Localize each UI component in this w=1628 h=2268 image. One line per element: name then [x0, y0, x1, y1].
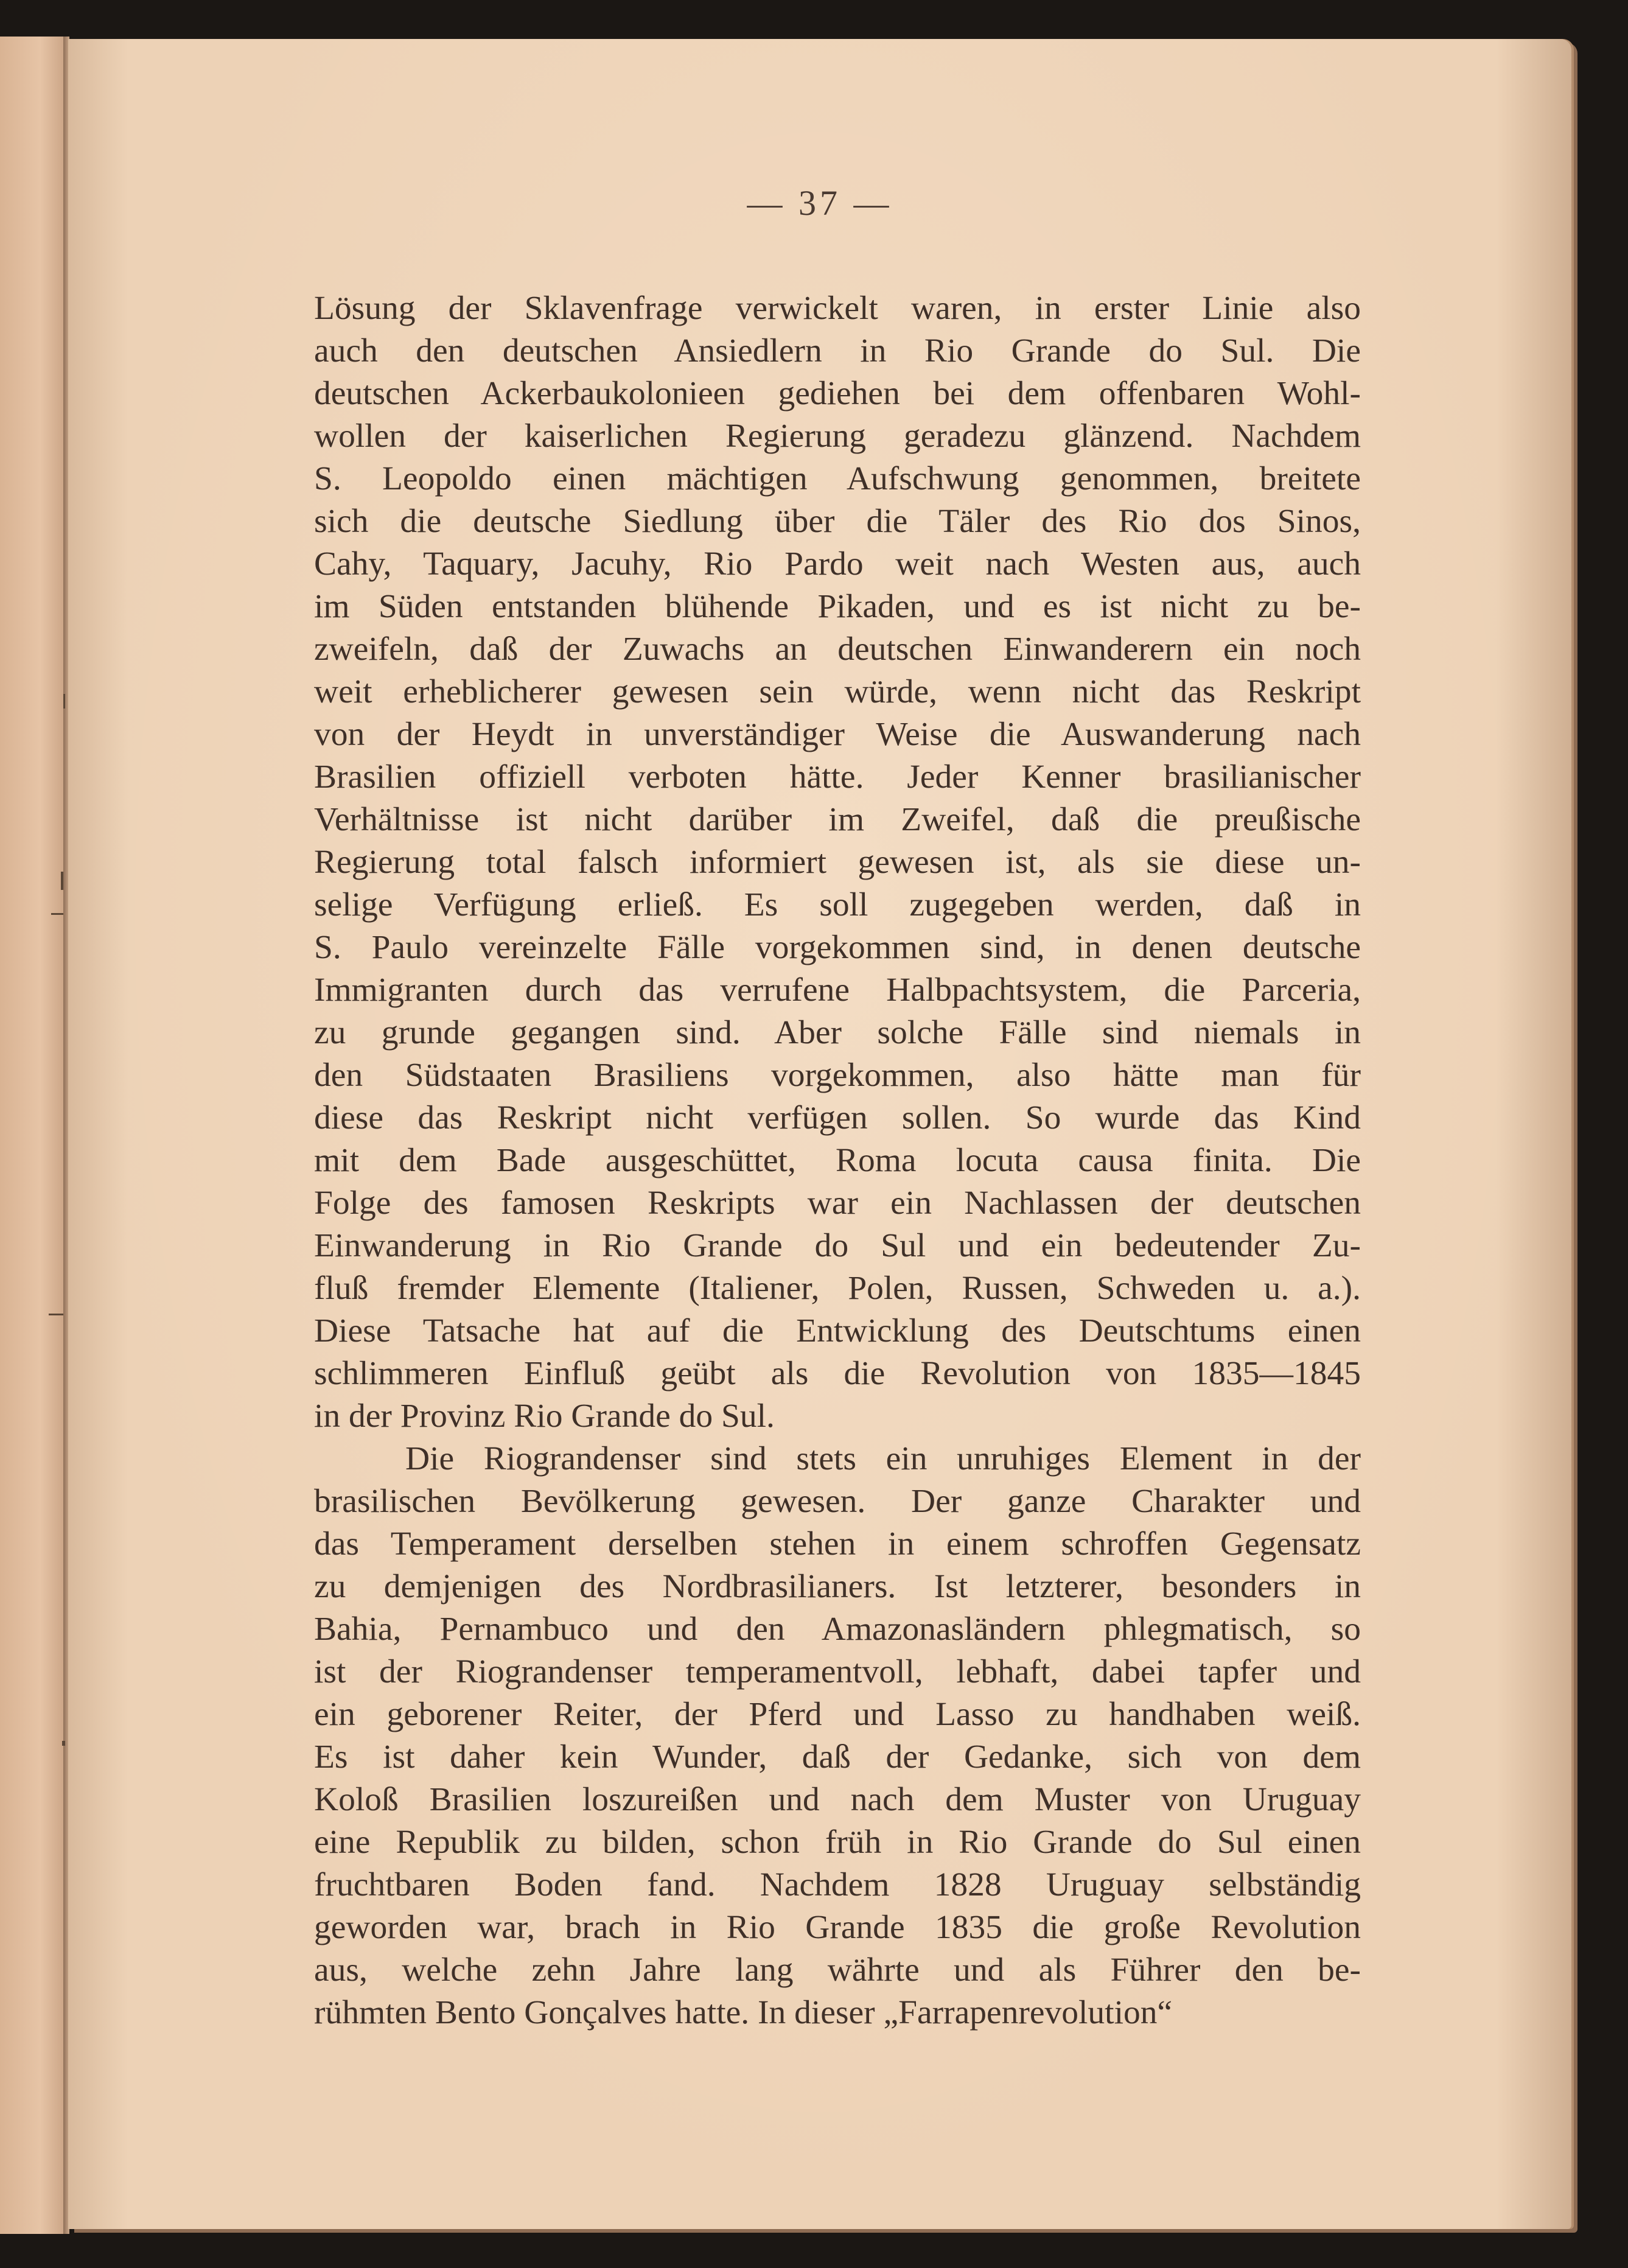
- page-number: — 37 —: [747, 183, 893, 223]
- margin-mark: [51, 913, 63, 915]
- text-line: selige Verfügung erließ. Es soll zugegeben werden, daß in: [314, 886, 1361, 923]
- text-line: Die Riograndenser sind stets ein unruhiges Element in der: [405, 1440, 1361, 1477]
- text-line: Bahia, Pernambuco und den Amazonasländern phlegmatisch, so: [314, 1611, 1361, 1648]
- margin-mark: [61, 872, 63, 890]
- text-line: Folge des famosen Reskripts war ein Nachlassen der deutschen: [314, 1185, 1361, 1222]
- text-line: aus, welche zehn Jahre lang währte und als Führer den be-: [314, 1951, 1361, 1989]
- text-line: brasilischen Bevölkerung gewesen. Der ganze Charakter und: [314, 1483, 1361, 1520]
- text-line: das Temperament derselben stehen in einem schroffen Gegensatz: [314, 1525, 1361, 1563]
- text-line: deutschen Ackerbaukolonieen gediehen bei dem offenbaren Wohl-: [314, 375, 1361, 412]
- body-text: [314, 287, 1361, 2034]
- margin-mark: [62, 1741, 65, 1746]
- text-line: auch den deutschen Ansiedlern in Rio Grande do Sul. Die: [314, 332, 1361, 369]
- book-page: [68, 39, 1571, 2229]
- text-line: wollen der kaiserlichen Regierung geradezu glänzend. Nachdem: [314, 418, 1361, 455]
- text-line: fruchtbaren Boden fand. Nachdem 1828 Uruguay selbständig: [314, 1866, 1361, 1903]
- text-line: fluß fremder Elemente (Italiener, Polen, Russen, Schweden u. a.).: [314, 1270, 1361, 1307]
- text-line: Immigranten durch das verrufene Halbpachtsystem, die Parceria,: [314, 971, 1361, 1009]
- text-line: Cahy, Taquary, Jacuhy, Rio Pardo weit nach Westen aus, auch: [314, 545, 1361, 583]
- text-line: Brasilien offiziell verboten hätte. Jeder Kenner brasilianischer: [314, 758, 1361, 796]
- paragraph: [314, 1438, 1361, 2034]
- margin-mark: [49, 1314, 63, 1315]
- text-line: Diese Tatsache hat auf die Entwicklung des Deutschtums einen: [314, 1312, 1361, 1349]
- text-line: Es ist daher kein Wunder, daß der Gedanke, sich von dem: [314, 1738, 1361, 1776]
- text-line: Regierung total falsch informiert gewesen ist, als sie diese un-: [314, 844, 1361, 881]
- text-line: ist der Riograndenser temperamentvoll, lebhaft, dabei tapfer und: [314, 1653, 1361, 1690]
- margin-mark: [63, 694, 65, 709]
- text-line: Verhältnisse ist nicht darüber im Zweifel, daß die preußische: [314, 801, 1361, 838]
- text-line: Lösung der Sklavenfrage verwickelt waren, in erster Linie also: [314, 290, 1361, 327]
- text-line: in der Provinz Rio Grande do Sul.: [314, 1398, 775, 1435]
- text-line: mit dem Bade ausgeschüttet, Roma locuta causa finita. Die: [314, 1142, 1361, 1179]
- text-line: eine Republik zu bilden, schon früh in Rio Grande do Sul einen: [314, 1824, 1361, 1861]
- text-line: S. Leopoldo einen mächtigen Aufschwung genommen, breitete: [314, 460, 1361, 497]
- text-line: zu grunde gegangen sind. Aber solche Fälle sind niemals in: [314, 1014, 1361, 1051]
- text-line: zu demjenigen des Nordbrasilianers. Ist letzterer, besonders in: [314, 1568, 1361, 1605]
- text-line: rühmten Bento Gonçalves hatte. In dieser „Farrapenrevolution“: [314, 1994, 1173, 2031]
- text-line: Einwanderung in Rio Grande do Sul und ein bedeutender Zu-: [314, 1227, 1361, 1264]
- text-line: den Südstaaten Brasiliens vorgekommen, also hätte man für: [314, 1057, 1361, 1094]
- text-line: von der Heydt in unverständiger Weise die Auswanderung nach: [314, 716, 1361, 753]
- text-line: im Süden entstanden blühende Pikaden, und es ist nicht zu be-: [314, 588, 1361, 625]
- paragraph: [314, 287, 1361, 1438]
- text-line: Koloß Brasilien loszureißen und nach dem Muster von Uruguay: [314, 1781, 1361, 1818]
- text-line: weit erheblicherer gewesen sein würde, wenn nicht das Reskript: [314, 673, 1361, 710]
- text-line: sich die deutsche Siedlung über die Täler des Rio dos Sinos,: [314, 503, 1361, 540]
- text-line: ein geborener Reiter, der Pferd und Lasso zu handhaben weiß.: [314, 1696, 1361, 1733]
- text-line: S. Paulo vereinzelte Fälle vorgekommen sind, in denen deutsche: [314, 929, 1361, 966]
- text-line: diese das Reskript nicht verfügen sollen. So wurde das Kind: [314, 1099, 1361, 1136]
- text-line: geworden war, brach in Rio Grande 1835 die große Revolution: [314, 1909, 1361, 1946]
- facing-page-edge: [0, 37, 68, 2234]
- text-line: zweifeln, daß der Zuwachs an deutschen Einwanderern ein noch: [314, 631, 1361, 668]
- text-line: schlimmeren Einfluß geübt als die Revolution von 1835—1845: [314, 1355, 1361, 1392]
